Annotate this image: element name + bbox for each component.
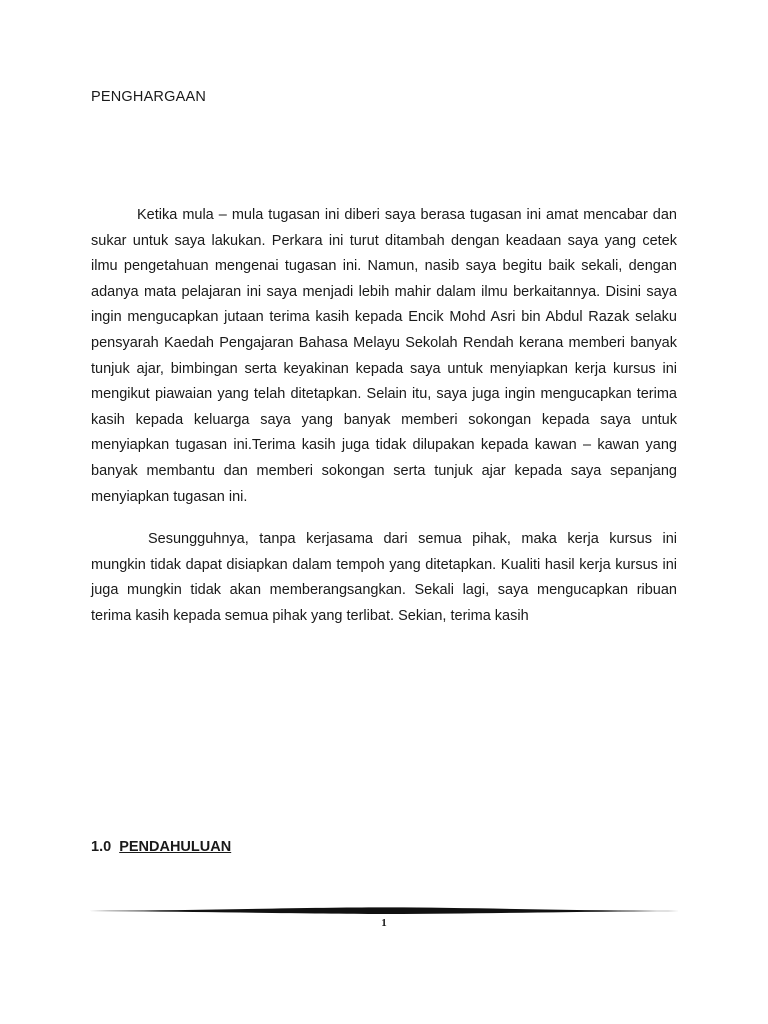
page-number: 1 xyxy=(381,917,387,929)
paragraph-2: Sesungguhnya, tanpa kerjasama dari semua pihak, maka kerja kursus ini mungkin tidak dapat disiapkan dalam tempoh yang ditetapkan. Kualiti hasil kerja kursus ini juga mungkin tidak akan memberangsangkan. Sekali lagi, saya mengucapkan ribuan terima kasih kepada semua pihak yang terlibat. Sekian, terima kasih xyxy=(91,531,677,624)
section-heading xyxy=(91,839,231,855)
page-title: PENGHARGAAN xyxy=(91,89,206,105)
footer-divider xyxy=(89,904,679,918)
section-title: PENDAHULUAN xyxy=(119,839,232,855)
section-number: 1.0 xyxy=(91,839,112,855)
paragraph-1: Ketika mula – mula tugasan ini diberi saya berasa tugasan ini amat mencabar dan sukar untuk saya lakukan. Perkara ini turut ditambah dengan keadaan saya yang cetek ilmu pengetahuan mengenai tugasan ini. Namun, nasib saya begitu baik sekali, dengan adanya mata pelajaran ini saya menjadi lebih mahir dalam ilmu berkaitannya. Disini saya ingin mengucapkan jutaan terima kasih kepada Encik Mohd Asri bin Abdul Razak selaku pensyarah Kaedah Pengajaran Bahasa Melayu Sekolah Rendah kerana memberi banyak tunjuk ajar, bimbingan serta keyakinan kepada saya untuk menyiapkan kerja kursus ini mengikut piawaian yang telah ditetapkan. Selain itu, saya juga ingin mengucapkan terima kasih kepada keluarga saya yang banyak memberi sokongan kepada saya untuk menyiapkan tugasan ini.Terima kasih juga tidak dilupakan kepada kawan – kawan yang banyak membantu dan memberi sokongan serta tunjuk ajar kepada saya sepanjang menyiapkan tugasan ini. xyxy=(91,207,677,505)
